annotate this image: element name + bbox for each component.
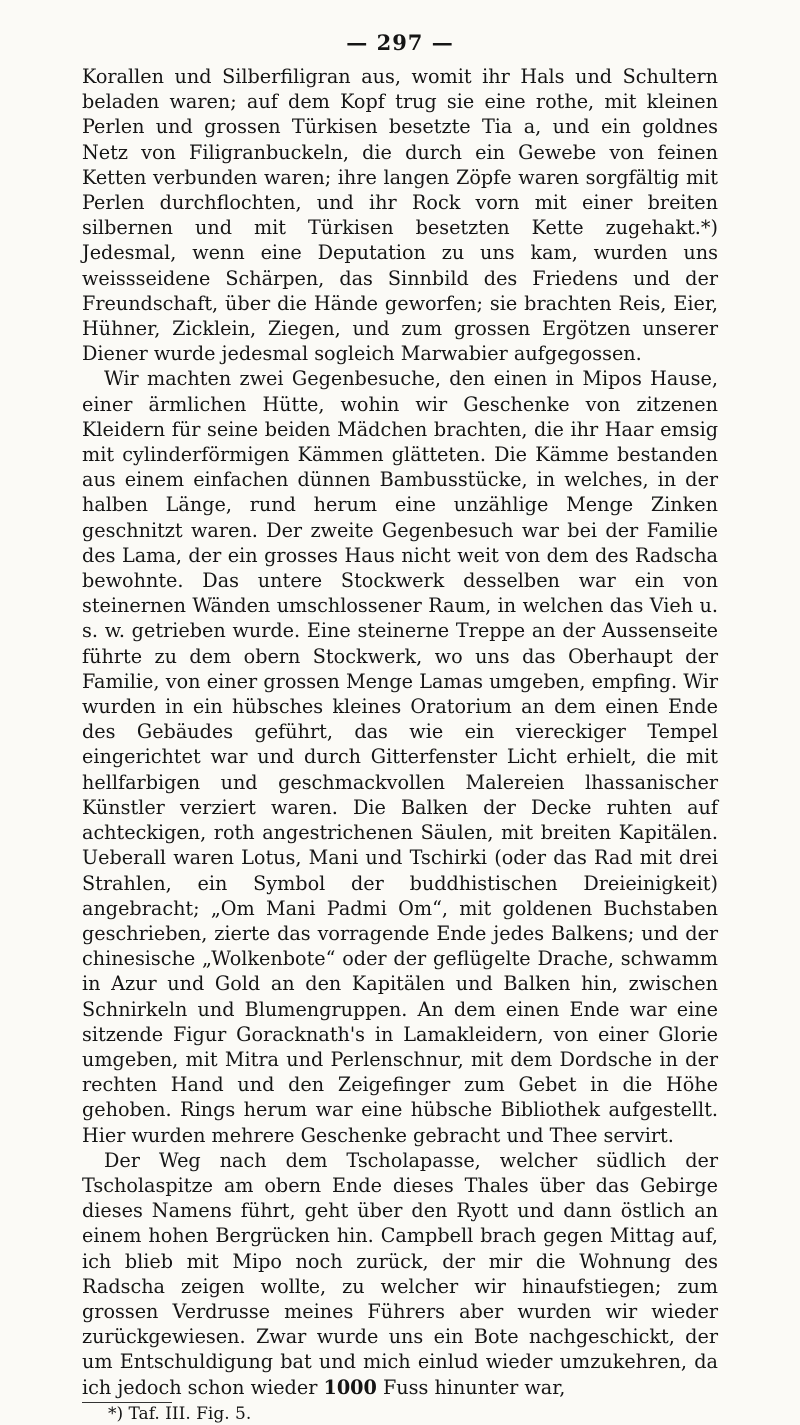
footnote: *) Taf. III. Fig. 5. bbox=[108, 1403, 252, 1424]
paragraph-2: Wir machten zwei Gegenbesuche, den einen in Mipos Hause, einer ärmlichen Hütte, wohin wir Geschenke von zitzenen Kleidern für seine beiden Mädchen brachten, die ihr Haar emsig mit cylinderförmigen Kämmen glätteten. Die Kämme bestanden aus einem einfachen dünnen Bambusstücke, in welches, in der halben Länge, rund herum eine unzählige Menge Zinken geschnitzt waren. Der zweite Gegenbesuch war bei der Familie des Lama, der ein grosses Haus nicht weit von dem des Radscha bewohnte. Das untere Stockwerk desselben war ein von steinernen Wänden umschlossener Raum, in welchen das Vieh u. s. w. getrieben wurde. Eine steinerne Treppe an der Aussenseite führte zu dem obern Stockwerk, wo uns das Oberhaupt der Familie, von einer grossen Menge Lamas umgeben, empfing. Wir wurden in ein hübsches kleines Oratorium an dem einen Ende des Gebäudes geführt, das wie ein viereckiger Tempel eingerichtet war und durch Gitterfenster Licht erhielt, die mit hellfarbigen und geschmackvollen Malereien lhassanischer Künstler verziert waren. Die Balken der Decke ruhten auf achteckigen, roth angestrichenen Säulen, mit breiten Kapitälen. Ueberall waren Lotus, Mani und Tschirki (oder das Rad mit drei Strahlen, ein Symbol der buddhistischen Dreieinigkeit) angebracht; „Om Mani Padmi Om“, mit goldenen Buchstaben geschrieben, zierte das vorragende Ende jedes Balkens; und der chinesische „Wolkenbote“ oder der geflügelte Drache, schwamm in Azur und Gold an den Kapitälen und Balken hin, zwischen Schnirkeln und Blumengruppen. An dem einen Ende war eine sitzende Figur Goracknath's in Lamakleidern, von einer Glorie umgeben, mit Mitra und Perlenschnur, mit dem Dordsche in der rechten Hand und den Zeigefinger zum Gebet in die Höhe gehoben. Rings herum war eine hübsche Bibliothek aufgestellt. Hier wurden mehrere Geschenke gebracht und Thee servirt. bbox=[82, 367, 718, 1147]
page-number: — 297 — bbox=[346, 30, 454, 55]
paragraph-3-text: Der Weg nach dem Tscholapasse, welcher südlich der Tscholaspitze am obern Ende dieses Thales über das Gebirge dieses Namens führt, geht über den Ryott und dann östlich an einem hohen Bergrücken hin. Campbell brach gegen Mittag auf, ich blieb mit Mipo noch zurück, der mir die Wohnung des Radscha zeigen wollte, zu welcher wir hinaufstiegen; zum grossen Verdrusse meines Führers aber wurden wir wieder zurückgewiesen. Zwar wurde uns ein Bote nachgeschickt, der um Entschuldigung bat und mich einlud wieder umzukehren, da ich jedoch schon wieder bbox=[82, 1148, 718, 1399]
body-text bbox=[82, 64, 718, 1400]
paragraph-3-number: 1000 bbox=[323, 1375, 377, 1399]
paragraph-3-end: Fuss hinunter war, bbox=[376, 1375, 566, 1399]
paragraph-3 bbox=[82, 1148, 718, 1400]
paragraph-1: Korallen und Silberfiligran aus, womit ihr Hals und Schultern beladen waren; auf dem Kopf trug sie eine rothe, mit kleinen Perlen und grossen Türkisen besetzte Tia a, und ein goldnes Netz von Filigranbuckeln, die durch ein Gewebe von feinen Ketten verbunden waren; ihre langen Zöpfe waren sorgfältig mit Perlen durchflochten, und ihr Rock vorn mit einer breiten silbernen und mit Türkisen besetzten Kette zugehakt.*) Jedesmal, wenn eine Deputation zu uns kam, wurden uns weissseidene Schärpen, das Sinnbild des Friedens und der Freundschaft, über die Hände geworfen; sie brachten Reis, Eier, Hühner, Zicklein, Ziegen, und zum grossen Ergötzen unserer Diener wurde jedesmal sogleich Marwabier aufgegossen. bbox=[82, 65, 718, 366]
book-page bbox=[82, 30, 718, 1425]
